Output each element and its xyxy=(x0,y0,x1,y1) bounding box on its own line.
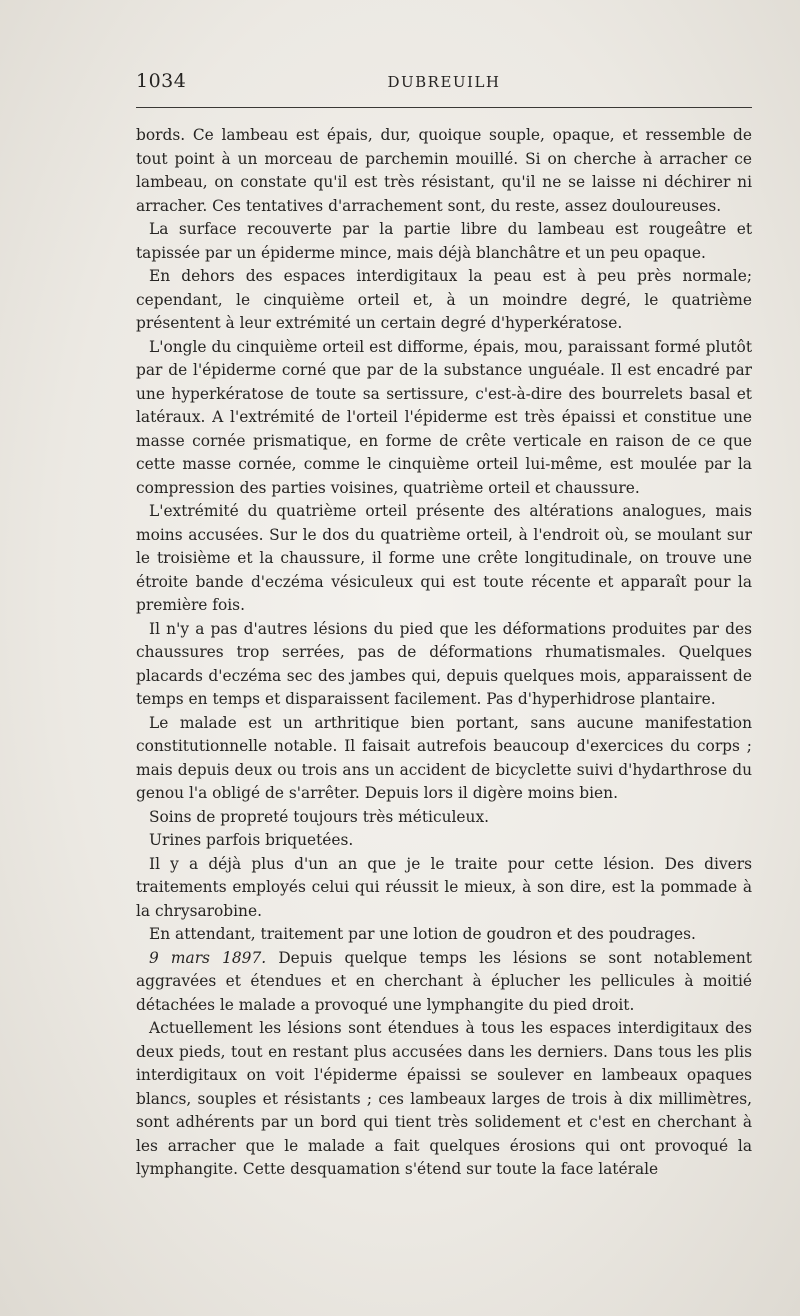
paragraph: L'extrémité du quatrième orteil présente des altérations analogues, mais moins accusées. Sur le dos du quatrième orteil, à l'endroit où, se moulant sur le troisième et la chaussure, il forme une crête longitudinale, on trouve une étroite bande d'eczéma vésiculeux qui est toute récente et apparaît pour la première fois. xyxy=(136,502,752,614)
entry-date: 9 mars 1897. xyxy=(149,948,267,967)
paragraph: Urines parfois briquetées. xyxy=(149,831,354,849)
paragraph: Actuellement les lésions sont étendues à tous les espaces interdigitaux des deux pieds, tout en restant plus accusées dans les derniers. Dans tous les plis interdigitaux on voit l'épiderme épaissi se soulever en lambeaux opaques blancs, souples et résistants ; ces lambeaux larges de trois à dix millimètres, sont adhérents par un bord qui tient très solidement et c'est en cherchant à les arracher que le malade a fait quelques érosions qui ont provoqué la lymphangite. Cette desquamation s'étend sur toute la face latérale xyxy=(136,1019,752,1178)
paragraph: Il y a déjà plus d'un an que je le traite pour cette lésion. Des divers traitements employés celui qui réussit le mieux, à son dire, est la pommade à la chrysarobine. xyxy=(136,854,752,920)
paragraph: Le malade est un arthritique bien portant, sans aucune manifestation constitutionnelle notable. Il faisait autrefois beaucoup d'exercices du corps ; mais depuis deux ou trois ans un accident de bicyclette suivi d'hydarthrose du genou l'a obligé de s'arrêter. Depuis lors il digère moins bien. xyxy=(136,713,752,802)
running-title: DUBREUILH xyxy=(387,73,501,91)
paragraph: L'ongle du cinquième orteil est difforme, épais, mou, paraissant formé plutôt par de l'épiderme corné que par de la substance unguéale. Il est encadré par une hyperkératose de toute sa sertissure, c'est-à-dire des bourrelets basal et latéraux. A l'extrémité de l'orteil l'épiderme est très épaissi et constitue une masse cornée prismatique, en forme de crête verticale en raison de ce que cette masse cornée, comme le cinquième orteil lui-même, est moulée par la compression des parties voisines, quatrième orteil et chaussure. xyxy=(136,337,752,497)
dated-paragraph xyxy=(136,947,752,1018)
paragraph: En dehors des espaces interdigitaux la peau est à peu près normale; cependant, le cinquième orteil et, à un moindre degré, le quatrième présentent à leur extrémité un certain degré d'hyperkératose. xyxy=(136,267,752,332)
body-text xyxy=(136,124,752,1182)
dated-paragraph-text: Depuis quelque temps les lésions se sont notablement aggravées et étendues et en cherchant à éplucher les pellicules à moitié détachées le malade a provoqué une lymphangite du pied droit. xyxy=(136,948,752,1014)
page-number: 1034 xyxy=(136,70,187,92)
paragraph: En attendant, traitement par une lotion de goudron et des poudrages. xyxy=(149,925,696,943)
page-header xyxy=(136,70,752,98)
paragraph: La surface recouverte par la partie libre du lambeau est rougeâtre et tapissée par un épiderme mince, mais déjà blanchâtre et un peu opaque. xyxy=(136,220,752,262)
paragraph: bords. Ce lambeau est épais, dur, quoique souple, opaque, et ressemble de tout point à un morceau de parchemin mouillé. Si on cherche à arracher ce lambeau, on constate qu'il est très résistant, qu'il ne se laisse ni déchirer ni arracher. Ces tentatives d'arrachement sont, du reste, assez douloureuses. xyxy=(136,126,752,215)
paragraph: Il n'y a pas d'autres lésions du pied que les déformations produites par des chaussures trop serrées, pas de déformations rhumatismales. Quelques placards d'eczéma sec des jambes qui, depuis quelques mois, apparaissent de temps en temps et disparaissent facilement. Pas d'hyperhidrose plantaire. xyxy=(136,619,752,708)
paragraph: Soins de propreté toujours très méticuleux. xyxy=(149,807,490,826)
header-rule xyxy=(136,107,752,108)
